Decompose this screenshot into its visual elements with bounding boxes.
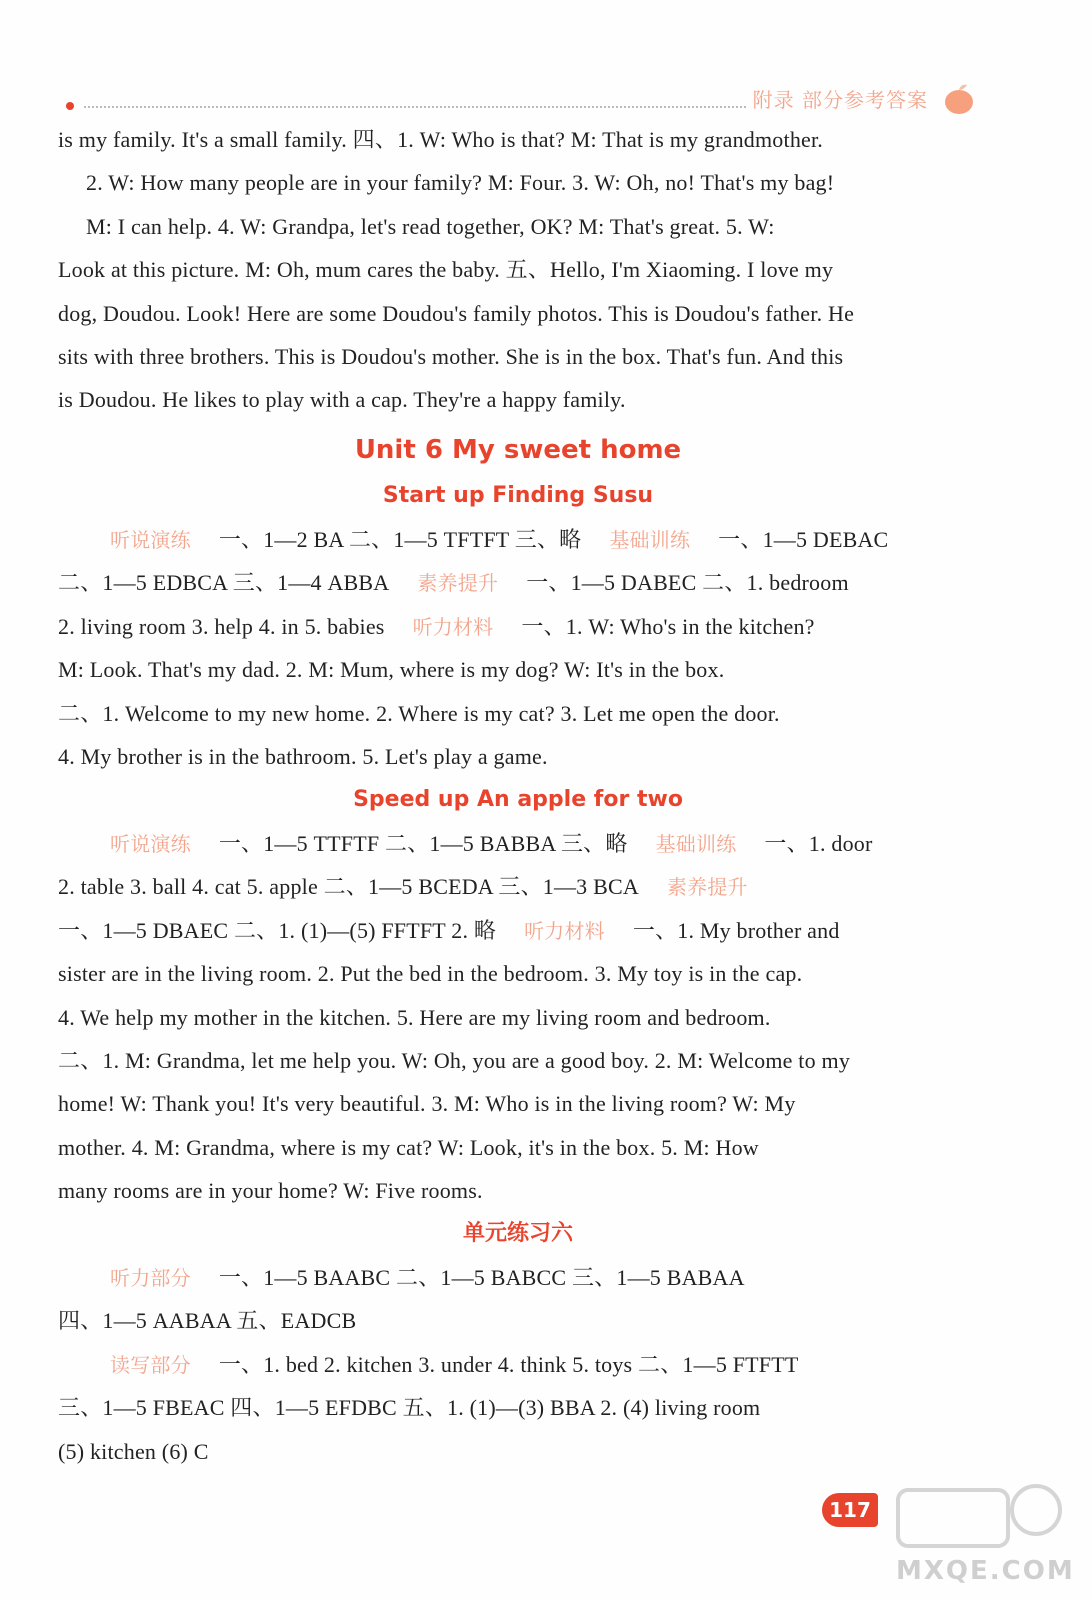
- section1-text: [58, 118, 978, 422]
- answer-text: 一、1—5 TTFTF 二、1—5 BABBA 三、略: [218, 831, 628, 856]
- section-tag: 素养提升: [666, 875, 748, 900]
- answer-text: 一、1—5 DABEC 二、1. bedroom: [526, 570, 849, 596]
- section-tag: 基础训练: [609, 528, 691, 552]
- startup-title: Start up Finding Susu: [382, 483, 654, 508]
- text-line: home! W: Thank you! It's very beautiful. 3. M: Who is in the living room? W: My: [58, 1091, 796, 1117]
- answer-text: 一、1—2 BA 二、1—5 TFTFT 三、略: [218, 527, 582, 552]
- practice-answers: [58, 1256, 978, 1473]
- text-line: 二、1. M: Grandma, let me help you. W: Oh, you are a good boy. 2. M: Welcome to my: [58, 1047, 851, 1073]
- section-tag: 听力部分: [110, 1266, 191, 1290]
- section-tag: 素养提升: [417, 571, 499, 596]
- answer-text: 一、1. door: [764, 831, 873, 856]
- answer-text: 一、1—5 DEBAC: [718, 527, 889, 552]
- section-tag: 听力材料: [524, 918, 605, 943]
- text-line: [58, 1256, 978, 1299]
- text-line: dog, Doudou. Look! Here are some Doudou's family photos. This is Doudou's father. He: [58, 300, 855, 326]
- text-line: many rooms are in your home? W: Five rooms.: [58, 1178, 483, 1204]
- text-line: 三、1—5 FBEAC 四、1—5 EFDBC 五、1. (1)—(3) BBA 2. (4) living room: [58, 1395, 761, 1421]
- page-header: [60, 82, 980, 122]
- text-line: sister are in the living room. 2. Put the bed in the bedroom. 3. My toy is in the cap.: [58, 961, 803, 987]
- answer-text: 2. table 3. ball 4. cat 5. apple 二、1—5 BCEDA 三、1—3 BCA: [58, 874, 639, 900]
- text-line: is my family. It's a small family. 四、1. W: Who is that? M: That is my grandmother.: [58, 127, 824, 152]
- text-line: 二、1. Welcome to my new home. 2. Where is my cat? 3. Let me open the door.: [58, 700, 780, 726]
- text-line: sits with three brothers. This is Doudou's mother. She is in the box. That's fun. And this: [58, 343, 844, 369]
- header-dot: [66, 102, 74, 110]
- section-tag: 听说演练: [110, 528, 191, 552]
- section-tag: 听力材料: [412, 614, 494, 639]
- speedup-answers: [58, 822, 978, 1213]
- answer-text: 2. living room 3. help 4. in 5. babies: [58, 613, 385, 639]
- watermark-stamp-icon: [888, 1470, 1068, 1560]
- text-line: [58, 909, 978, 952]
- answer-text: 一、1. W: Who's in the kitchen?: [521, 613, 815, 639]
- text-line: Look at this picture. M: Oh, mum cares the baby. 五、Hello, I'm Xiaoming. I love my: [58, 257, 834, 283]
- speedup-heading-block: [58, 778, 978, 822]
- apple-icon: [942, 82, 976, 116]
- text-line: [58, 561, 978, 604]
- watermark: [888, 1470, 1075, 1590]
- text-line: [58, 605, 978, 648]
- practice-title: 单元练习六: [462, 1221, 573, 1246]
- answer-text: 一、1. My brother and: [632, 917, 840, 943]
- section-tag: 读写部分: [110, 1352, 191, 1377]
- text-line: 四、1—5 AABAA 五、EADCB: [58, 1308, 357, 1334]
- watermark-text: MXQE.COM: [896, 1556, 1075, 1586]
- text-line: [58, 518, 978, 561]
- header-title: 附录 部分参考答案: [747, 84, 928, 113]
- text-line: [58, 865, 978, 908]
- text-line: M: Look. That's my dad. 2. M: Mum, where is my dog? W: It's in the box.: [58, 657, 725, 683]
- page-number: 117: [822, 1493, 878, 1527]
- text-line: is Doudou. He likes to play with a cap. They're a happy family.: [58, 387, 626, 413]
- text-line: mother. 4. M: Grandma, where is my cat? W: Look, it's in the box. 5. M: How: [58, 1134, 759, 1160]
- answer-text: 一、1—5 DBAEC 二、1. (1)—(5) FFTFT 2. 略: [58, 917, 497, 943]
- text-line: 4. My brother is in the bathroom. 5. Let's play a game.: [58, 743, 548, 769]
- text-line: [58, 1343, 978, 1386]
- answer-text: 一、1. bed 2. kitchen 3. under 4. think 5. toys 二、1—5 FTFTT: [218, 1351, 799, 1377]
- speedup-title: Speed up An apple for two: [353, 787, 683, 812]
- text-line: 2. W: How many people are in your family? M: Four. 3. W: Oh, no! That's my bag!: [86, 170, 835, 196]
- startup-answers: [58, 518, 978, 778]
- section-tag: 听说演练: [110, 832, 191, 856]
- unit6-heading-block: [58, 426, 978, 518]
- text-line: [58, 822, 978, 865]
- practice-heading-block: [58, 1212, 978, 1256]
- section-tag: 基础训练: [655, 832, 737, 856]
- text-line: M: I can help. 4. W: Grandpa, let's read together, OK? M: That's great. 5. W:: [86, 213, 775, 239]
- text-line: 4. We help my mother in the kitchen. 5. Here are my living room and bedroom.: [58, 1004, 771, 1030]
- answer-text: 一、1—5 BAABC 二、1—5 BABCC 三、1—5 BABAA: [218, 1265, 745, 1290]
- unit-title: Unit 6 My sweet home: [354, 435, 682, 465]
- text-line: (5) kitchen (6) C: [58, 1438, 209, 1464]
- answer-text: 二、1—5 EDBCA 三、1—4 ABBA: [58, 570, 390, 596]
